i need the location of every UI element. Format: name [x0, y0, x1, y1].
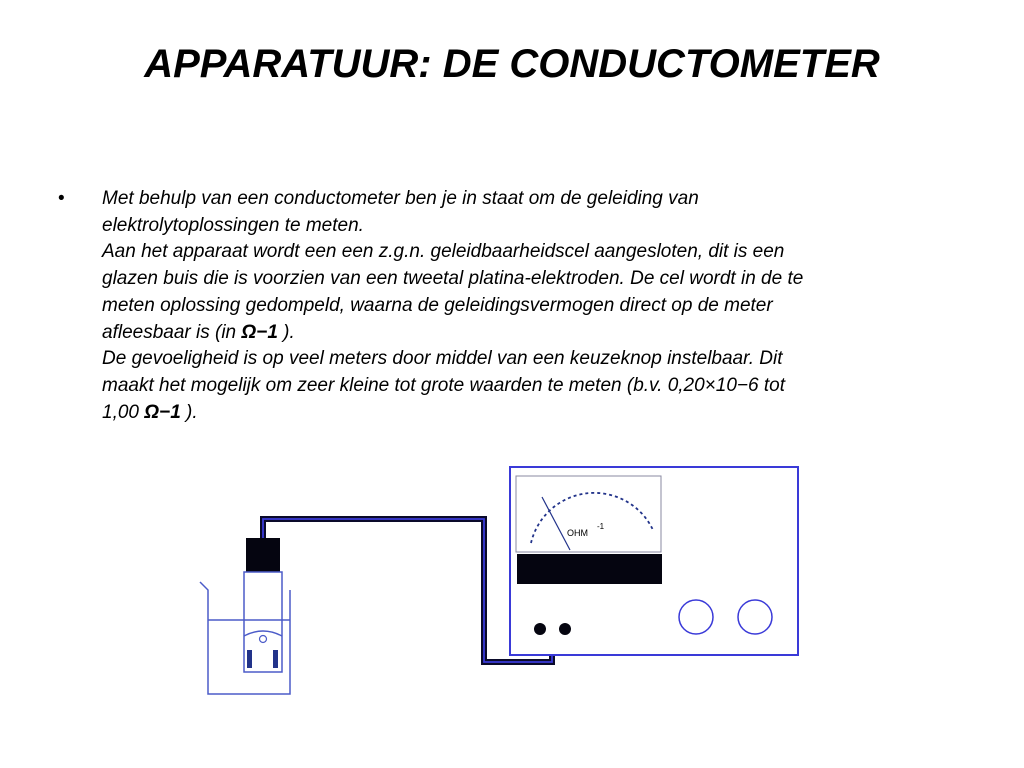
- text-line: [102, 320, 962, 347]
- text-line: maakt het mogelijk om zeer kleine tot grote waarden te meten (b.v. 0,20×10−6 tot: [102, 374, 785, 396]
- conductivity-cell-icon: [244, 538, 282, 672]
- unit-symbol: Ω−1: [241, 321, 278, 343]
- text-fragment: ).: [180, 401, 198, 423]
- electrode-left: [247, 650, 252, 668]
- dial-window: [516, 476, 661, 552]
- bullet-text: [102, 186, 962, 426]
- cell-cap: [246, 538, 280, 572]
- terminal-icon: [559, 623, 571, 635]
- text-line: glazen buis die is voorzien van een tweetal platina-elektroden. De cel wordt in de te: [102, 268, 804, 290]
- electrode-right: [273, 650, 278, 668]
- beaker-icon: [200, 582, 290, 694]
- meter-unit-superscript: -1: [597, 522, 605, 531]
- text-line: De gevoeligheid is op veel meters door middel van een keuzeknop instelbaar. Dit: [102, 348, 783, 370]
- text-line: Met behulp van een conductometer ben je in staat om de geleiding van: [102, 188, 699, 209]
- conductometer-diagram: [190, 460, 820, 710]
- text-line: Aan het apparaat wordt een een z.g.n. geleidbaarheidscel aangesloten, dit is een: [102, 241, 785, 263]
- text-fragment: afleesbaar is (in: [102, 321, 242, 343]
- text-line: elektrolytoplossingen te meten.: [102, 214, 364, 236]
- terminal-icon: [534, 623, 546, 635]
- selector-knob-icon[interactable]: [679, 600, 713, 634]
- display-panel: [517, 554, 662, 584]
- meter-unit-label: OHM: [567, 528, 588, 538]
- unit-symbol: Ω−1: [144, 401, 181, 423]
- bullet-icon: •: [58, 188, 65, 209]
- selector-knob-icon[interactable]: [738, 600, 772, 634]
- text-line: [102, 400, 962, 427]
- text-fragment: ).: [277, 321, 295, 343]
- text-line: meten oplossing gedompeld, waarna de geleidingsvermogen direct op de meter: [102, 294, 773, 316]
- slide-title: APPARATUUR: DE CONDUCTOMETER: [144, 42, 880, 86]
- text-fragment: 1,00: [102, 401, 145, 423]
